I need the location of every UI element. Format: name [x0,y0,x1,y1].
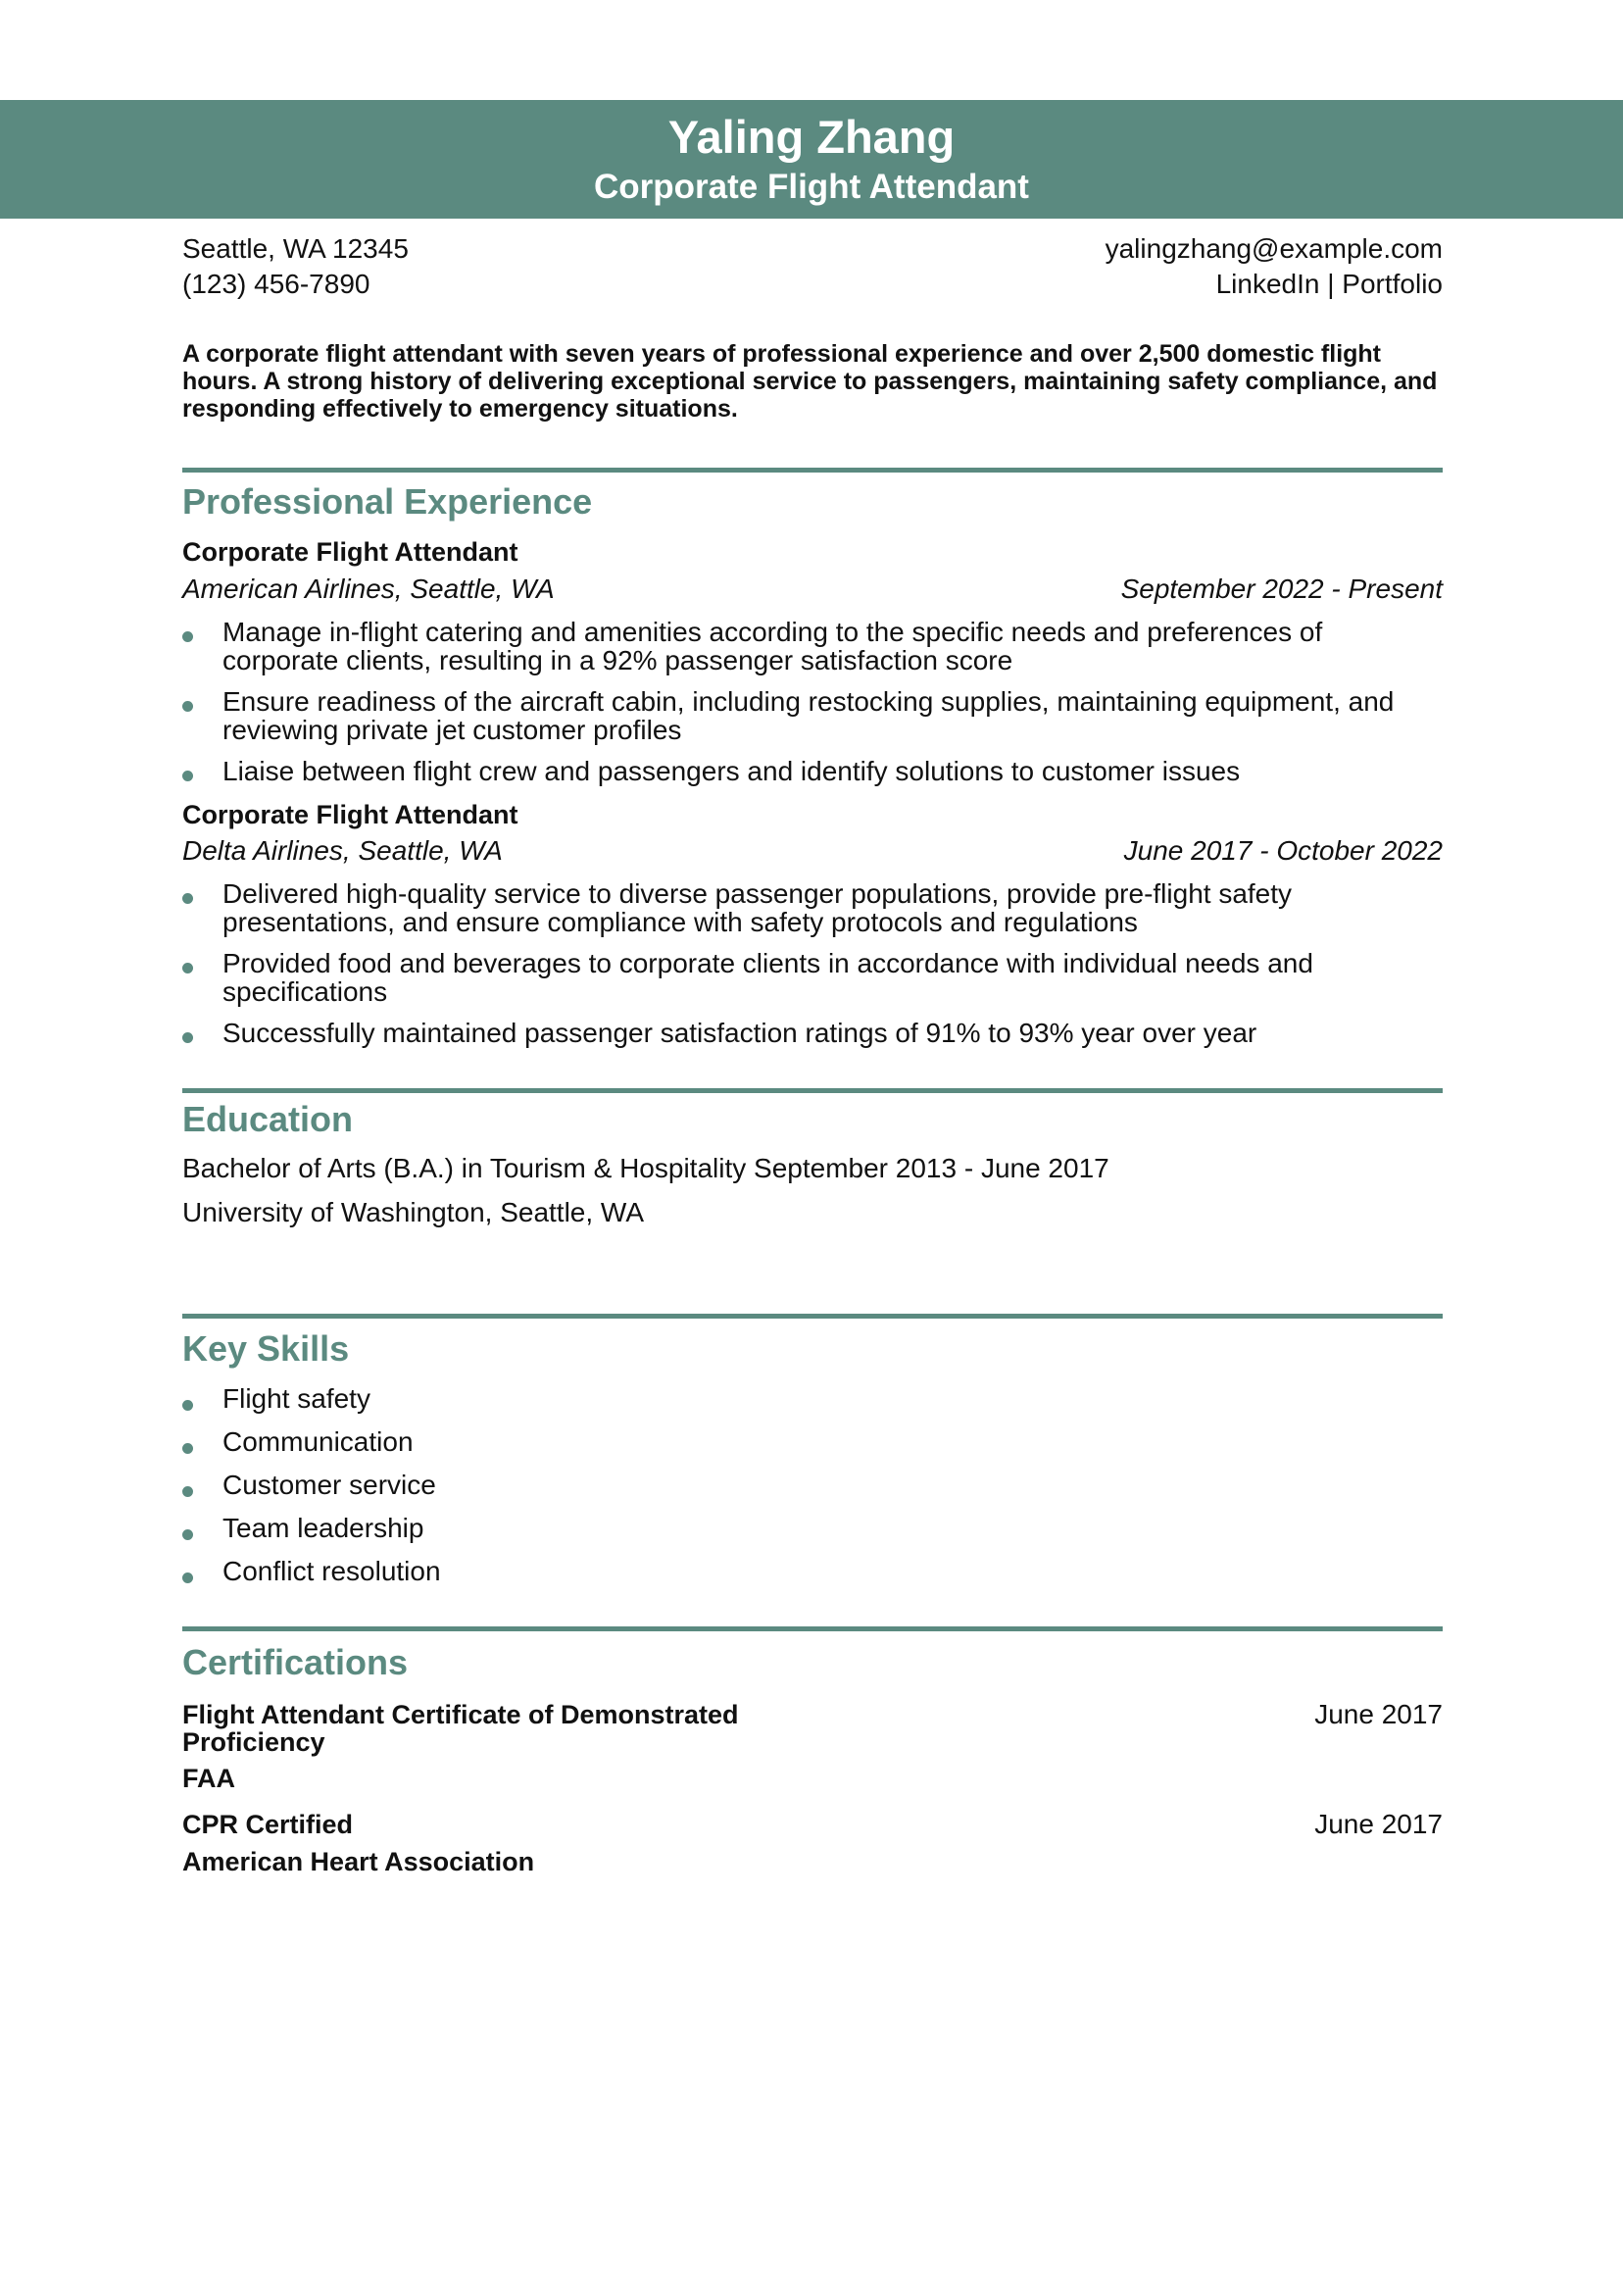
certification-date: June 2017 [1314,1809,1443,1839]
bullet-icon [182,963,193,973]
list-item: Successfully maintained passenger satisfaction ratings of 91% to 93% year over year [182,1019,1443,1047]
section-divider [182,1088,1443,1093]
list-item: Conflict resolution [182,1555,1443,1588]
job-title: Corporate Flight Attendant [182,537,518,567]
bullet-icon [182,1032,193,1043]
bullet-icon [182,1486,193,1497]
contact-phone: (123) 456-7890 [182,269,370,299]
list-item: Delivered high-quality service to diverse passenger populations, provide pre-flight safety presentations, and ensure compliance with safety protocols and regulations [182,879,1443,936]
list-item: Customer service [182,1469,1443,1502]
contact-links[interactable]: LinkedIn | Portfolio [1215,269,1443,299]
education-degree: Bachelor of Arts (B.A.) in Tourism & Hospitality September 2013 - June 2017 [182,1153,1109,1183]
contact-location: Seattle, WA 12345 [182,233,409,264]
certification-issuer: FAA [182,1764,235,1793]
job-dates: September 2022 - Present [1120,574,1443,604]
bullet-icon [182,771,193,781]
certification-name: CPR Certified [182,1810,354,1839]
section-divider [182,1314,1443,1319]
list-item: Provided food and beverages to corporate clients in accordance with individual needs and specifications [182,949,1443,1006]
certification-date: June 2017 [1314,1699,1443,1729]
job-dates: June 2017 - October 2022 [1123,835,1443,866]
summary: A corporate flight attendant with seven years of professional experience and over 2,500 domestic flight hours. A strong history of delivering exceptional service to passengers, maintaining safety compliance, and responding effectively to emergency situations. [182,340,1438,423]
list-item: Flight safety [182,1382,1443,1416]
job-title: Corporate Flight Attendant [182,800,518,829]
experience-heading: Professional Experience [182,481,593,522]
certification-name: Flight Attendant Certificate of Demonstrated Proficiency [182,1700,739,1757]
section-divider [182,1626,1443,1631]
bullet-icon [182,1572,193,1583]
skills-heading: Key Skills [182,1328,350,1369]
bullet-icon [182,893,193,904]
list-item: Communication [182,1425,1443,1459]
section-divider [182,468,1443,473]
education-school: University of Washington, Seattle, WA [182,1197,644,1227]
list-item: Liaise between flight crew and passengers and identify solutions to customer issues [182,757,1443,785]
certification-issuer: American Heart Association [182,1847,535,1876]
header-banner [0,100,1623,219]
certifications-heading: Certifications [182,1642,409,1682]
job-company: American Airlines, Seattle, WA [182,574,555,604]
candidate-name: Yaling Zhang [667,111,956,163]
job-company: Delta Airlines, Seattle, WA [182,835,503,866]
candidate-title: Corporate Flight Attendant [594,168,1029,206]
list-item: Team leadership [182,1512,1443,1545]
skills-list [182,1382,1443,1598]
list-item: Ensure readiness of the aircraft cabin, including restocking supplies, maintaining equipment, and reviewing private jet customer profiles [182,687,1443,744]
bullet-icon [182,1400,193,1411]
bullet-icon [182,1443,193,1454]
job-bullets [182,618,1443,798]
bullet-icon [182,1529,193,1540]
list-item: Manage in-flight catering and amenities according to the specific needs and preferences of corporate clients, resulting in a 92% passenger satisfaction score [182,618,1443,674]
education-heading: Education [182,1099,354,1139]
bullet-icon [182,701,193,712]
contact-block [182,231,1443,306]
bullet-icon [182,631,193,642]
contact-email[interactable]: yalingzhang@example.com [1105,233,1443,264]
job-bullets [182,879,1443,1060]
